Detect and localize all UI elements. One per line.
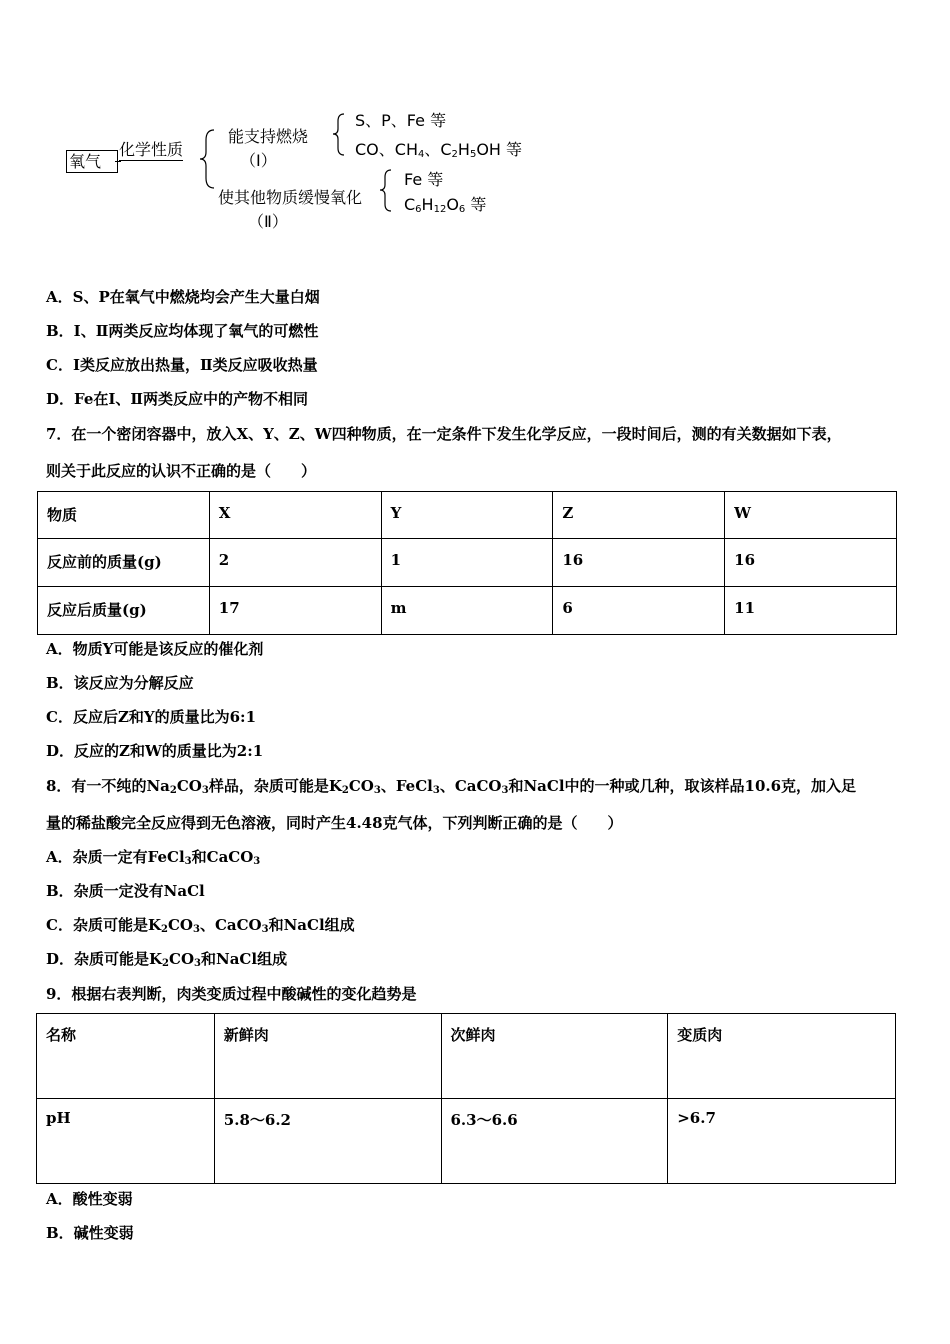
- main-brace: [198, 128, 218, 190]
- q7-header-cell: Z: [553, 492, 725, 539]
- q9-table: [36, 1013, 896, 1184]
- table-row: [38, 587, 897, 635]
- q9-header-cell: 次鲜肉: [441, 1014, 668, 1099]
- q7-option-b: B．该反应为分解反应: [46, 674, 194, 692]
- q7-cell: 1: [381, 539, 553, 587]
- q7-option-c: C．反应后Z和Y的质量比为6:1: [46, 708, 257, 726]
- q7-cell: 6: [553, 587, 725, 635]
- q8-option-a: A．杂质一定有FeCl$_3$和CaCO$_3$: [46, 848, 261, 867]
- q9-header-cell: 新鲜肉: [214, 1014, 441, 1099]
- branch1-item-2: CO、$CH_4$、$C_2H_5OH$ 等: [355, 140, 523, 160]
- q8-option-b: B．杂质一定没有NaCl: [46, 882, 205, 900]
- branch1-label: 能支持燃烧: [228, 127, 309, 146]
- q7-cell: 11: [725, 587, 897, 635]
- diagram-root: 氧气: [69, 152, 102, 171]
- q7-stem-line2: 则关于此反应的认识不正确的是（ ）: [46, 462, 317, 480]
- q7-header-cell: X: [209, 492, 381, 539]
- q6-option-c: C．Ⅰ类反应放出热量，Ⅱ类反应吸收热量: [46, 356, 318, 374]
- q7-cell: 2: [209, 539, 381, 587]
- q7-option-d: D．反应的Z和W的质量比为2:1: [46, 742, 264, 760]
- table-row: [37, 1099, 896, 1184]
- q9-header-cell: 变质肉: [668, 1014, 896, 1099]
- q9-stem: 9．根据右表判断，肉类变质过程中酸碱性的变化趋势是: [46, 985, 417, 1003]
- q7-option-a: A．物质Y可能是该反应的催化剂: [46, 640, 264, 658]
- branch2-brace: [378, 168, 394, 214]
- q6-option-d: D．Fe在Ⅰ、Ⅱ两类反应中的产物不相同: [46, 390, 309, 408]
- q7-cell: 16: [725, 539, 897, 587]
- q7-cell: m: [381, 587, 553, 635]
- q9-cell: pH: [37, 1099, 215, 1184]
- q9-header-cell: 名称: [37, 1014, 215, 1099]
- q7-header-cell: 物质: [38, 492, 210, 539]
- q8-stem-line2: 量的稀盐酸完全反应得到无色溶液，同时产生4.48克气体，下列判断正确的是（ ）: [46, 814, 623, 832]
- q9-cell: >6.7: [668, 1099, 896, 1184]
- q7-cell: 17: [209, 587, 381, 635]
- connector: [115, 161, 121, 162]
- branch1-item-1: S、P、Fe 等: [355, 111, 447, 130]
- branch2-item-1: Fe 等: [404, 170, 444, 189]
- q9-cell: 5.8～6.2: [214, 1099, 441, 1184]
- branch2-item-2: $C_6H_{12}O_6$ 等: [404, 195, 487, 215]
- q9-option-a: A．酸性变弱: [46, 1190, 133, 1208]
- q7-table: [37, 491, 897, 635]
- q9-option-b: B．碱性变弱: [46, 1224, 134, 1242]
- q7-cell: 反应前的质量(g): [38, 539, 210, 587]
- q6-option-b: B．Ⅰ、Ⅱ两类反应均体现了氧气的可燃性: [46, 322, 319, 340]
- q9-cell: 6.3～6.6: [441, 1099, 668, 1184]
- q7-cell: 反应后质量(g): [38, 587, 210, 635]
- q8-stem-line1: 8．有一不纯的$Na_2CO_3$样品，杂质可能是$K_2CO_3$、FeCl$_3$、CaCO$_3$和NaCl中的一种或几种，取该样品10.6克，加入足: [46, 777, 857, 796]
- branch1-mark: （Ⅰ）: [240, 151, 277, 170]
- q7-stem-line1: 7．在一个密闭容器中，放入X、Y、Z、W四种物质，在一定条件下发生化学反应，一段时间后，测的有关数据如下表，: [46, 425, 842, 443]
- table-row: [38, 539, 897, 587]
- branch2-mark: （Ⅱ）: [248, 212, 288, 231]
- branch1-brace: [331, 112, 347, 158]
- q8-option-c: C．杂质可能是$K_2CO_3$、CaCO$_3$和NaCl组成: [46, 916, 355, 935]
- diagram-root-box: [66, 150, 118, 173]
- q7-cell: 16: [553, 539, 725, 587]
- diagram-property: 化学性质: [119, 140, 184, 159]
- q8-option-d: D．杂质可能是$K_2CO_3$和NaCl组成: [46, 950, 288, 969]
- branch2-label: 使其他物质缓慢氧化: [218, 188, 363, 207]
- q7-header-cell: W: [725, 492, 897, 539]
- q6-option-a: A．S、P在氧气中燃烧均会产生大量白烟: [46, 288, 320, 306]
- q7-header-cell: Y: [381, 492, 553, 539]
